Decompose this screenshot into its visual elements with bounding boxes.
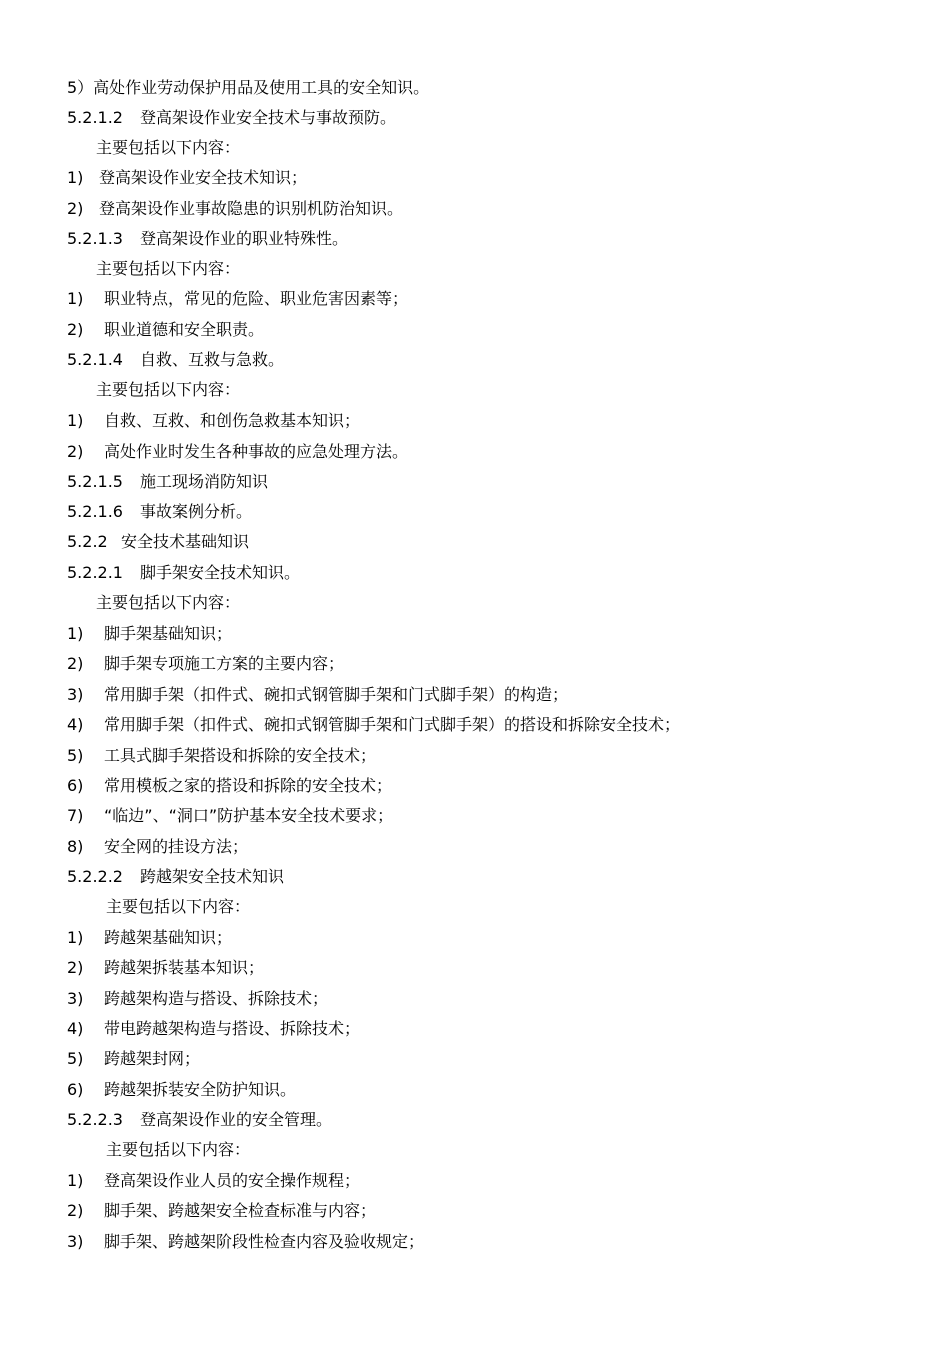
item-text: 登高架设作业安全技术知识；	[99, 168, 308, 187]
intro-text: 主要包括以下内容：	[106, 897, 251, 916]
list-item	[67, 953, 264, 983]
list-item	[67, 1166, 360, 1196]
intro-text: 主要包括以下内容：	[96, 380, 241, 399]
section-number: 5.2.2.1	[67, 563, 123, 582]
item-text: 高处作业时发生各种事故的应急处理方法。	[104, 442, 409, 461]
list-item	[67, 801, 393, 831]
item-text: 带电跨越架构造与搭设、拆除技术；	[104, 1019, 361, 1038]
item-number: 3)	[67, 989, 84, 1008]
item-number: 1)	[67, 1171, 84, 1190]
list-item	[67, 771, 392, 801]
item-text: 安全网的挂设方法；	[104, 837, 249, 856]
section-title: 安全技术基础知识	[121, 532, 250, 551]
intro-text: 主要包括以下内容：	[96, 138, 241, 157]
item-number: 4)	[67, 715, 84, 734]
list-item	[67, 406, 360, 436]
section-heading	[67, 345, 284, 375]
section-number: 5.2.2	[67, 532, 108, 551]
item-number: 2)	[67, 654, 84, 673]
line-text: 5）高处作业劳动保护用品及使用工具的安全知识。	[67, 78, 430, 97]
list-item	[67, 680, 568, 710]
list-item	[67, 163, 307, 193]
item-text: 跨越架拆装安全防护知识。	[104, 1080, 297, 1099]
list-item	[67, 741, 376, 771]
list-item	[67, 619, 232, 649]
item-text: 登高架设作业事故隐患的识别机防治知识。	[99, 199, 404, 218]
item-text: 工具式脚手架搭设和拆除的安全技术；	[104, 746, 377, 765]
section-number: 5.2.2.2	[67, 867, 123, 886]
intro-line	[96, 588, 240, 618]
section-number: 5.2.1.5	[67, 472, 123, 491]
item-text: 跨越架构造与搭设、拆除技术；	[104, 989, 329, 1008]
list-item	[67, 923, 232, 953]
item-number: 1)	[67, 168, 84, 187]
item-number: 4)	[67, 1019, 84, 1038]
list-item	[67, 1075, 296, 1105]
section-title: 事故案例分析。	[140, 502, 253, 521]
item-text: 常用模板之家的搭设和拆除的安全技术；	[104, 776, 393, 795]
section-number: 5.2.2.3	[67, 1110, 123, 1129]
section-heading	[67, 467, 268, 497]
item-text: 脚手架、跨越架阶段性检查内容及验收规定；	[104, 1232, 425, 1251]
list-item	[67, 710, 680, 740]
section-heading	[67, 103, 396, 133]
intro-line	[106, 892, 250, 922]
item-number: 7)	[67, 806, 84, 825]
section-title: 登高架设作业安全技术与事故预防。	[140, 108, 397, 127]
list-item	[67, 284, 408, 314]
item-number: 2)	[67, 199, 84, 218]
section-heading	[67, 497, 252, 527]
item-number: 1)	[67, 289, 84, 308]
item-text: 跨越架封网；	[104, 1049, 201, 1068]
item-text: 脚手架、跨越架安全检查标准与内容；	[104, 1201, 377, 1220]
section-number: 5.2.1.4	[67, 350, 123, 369]
item-number: 2)	[67, 442, 84, 461]
item-text: 跨越架拆装基本知识；	[104, 958, 265, 977]
section-title: 跨越架安全技术知识	[140, 867, 285, 886]
section-title: 脚手架安全技术知识。	[140, 563, 301, 582]
item-number: 1)	[67, 928, 84, 947]
list-item	[67, 194, 403, 224]
section-title: 施工现场消防知识	[140, 472, 269, 491]
item-text: 常用脚手架（扣件式、碗扣式钢管脚手架和门式脚手架）的构造；	[104, 685, 569, 704]
list-item	[67, 315, 264, 345]
item-number: 8)	[67, 837, 84, 856]
list-item	[67, 1227, 424, 1257]
section-title: 自救、互救与急救。	[140, 350, 285, 369]
item-number: 2)	[67, 1201, 84, 1220]
intro-line	[96, 375, 240, 405]
item-number: 2)	[67, 958, 84, 977]
item-number: 2)	[67, 320, 84, 339]
subsection-heading	[67, 527, 249, 557]
list-item	[67, 1196, 376, 1226]
item-number: 5)	[67, 1049, 84, 1068]
section-heading	[67, 224, 348, 254]
section-number: 5.2.1.6	[67, 502, 123, 521]
item-text: 职业道德和安全职责。	[104, 320, 265, 339]
list-item	[67, 649, 344, 679]
item-text: 自救、互救、和创伤急救基本知识；	[104, 411, 361, 430]
item-text: 职业特点，常见的危险、职业危害因素等；	[104, 289, 409, 308]
section-number: 5.2.1.3	[67, 229, 123, 248]
section-heading	[67, 1105, 332, 1135]
intro-text: 主要包括以下内容：	[96, 259, 241, 278]
list-item	[67, 984, 328, 1014]
section-number: 5.2.1.2	[67, 108, 123, 127]
list-item	[67, 437, 408, 467]
intro-line	[106, 1135, 250, 1165]
item-text: 常用脚手架（扣件式、碗扣式钢管脚手架和门式脚手架）的搭设和拆除安全技术；	[104, 715, 681, 734]
item-text: 跨越架基础知识；	[104, 928, 233, 947]
item-number: 1)	[67, 411, 84, 430]
intro-text: 主要包括以下内容：	[106, 1140, 251, 1159]
text-line	[67, 73, 429, 103]
intro-text: 主要包括以下内容：	[96, 593, 241, 612]
item-text: “临边”、“洞口”防护基本安全技术要求；	[104, 806, 394, 825]
intro-line	[96, 133, 240, 163]
item-text: 脚手架基础知识；	[104, 624, 233, 643]
list-item	[67, 1044, 200, 1074]
section-heading	[67, 862, 284, 892]
item-number: 6)	[67, 776, 84, 795]
intro-line	[96, 254, 240, 284]
section-title: 登高架设作业的职业特殊性。	[140, 229, 349, 248]
item-number: 3)	[67, 685, 84, 704]
item-text: 脚手架专项施工方案的主要内容；	[104, 654, 345, 673]
item-text: 登高架设作业人员的安全操作规程；	[104, 1171, 361, 1190]
item-number: 3)	[67, 1232, 84, 1251]
item-number: 6)	[67, 1080, 84, 1099]
list-item	[67, 832, 248, 862]
item-number: 5)	[67, 746, 84, 765]
item-number: 1)	[67, 624, 84, 643]
section-heading	[67, 558, 300, 588]
list-item	[67, 1014, 360, 1044]
section-title: 登高架设作业的安全管理。	[140, 1110, 333, 1129]
